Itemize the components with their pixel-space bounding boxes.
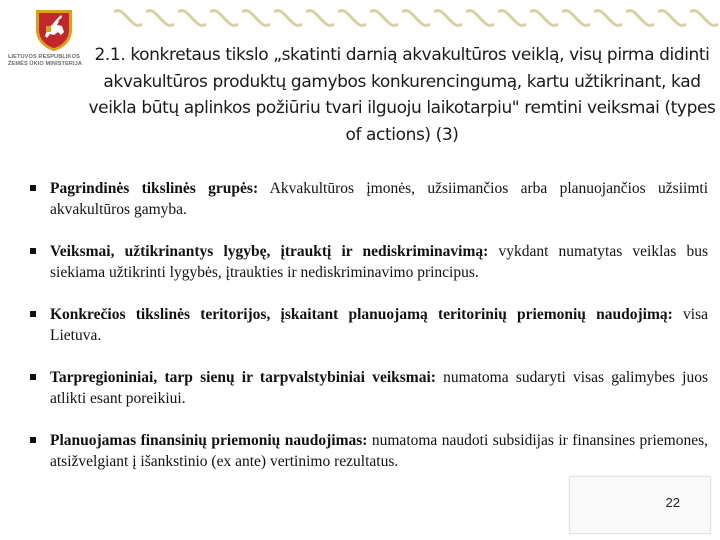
bullet-target-territories xyxy=(30,304,708,346)
bullet-marker xyxy=(30,248,36,254)
bullet-financial-instruments xyxy=(30,430,708,472)
bullet-marker xyxy=(30,437,36,443)
border-swirl xyxy=(594,11,622,26)
border-swirl xyxy=(114,11,142,26)
bullet-text: Akvakultūros įmonės, užsiimančios arba planuojančios užsiimti akvakultūros gamyba. xyxy=(50,180,708,218)
bullet-target-groups xyxy=(30,178,708,220)
border-swirl xyxy=(338,11,366,26)
bullet-label: Tarpregioniniai, tarp sienų ir tarpvalstybiniai veiksmai: xyxy=(50,369,436,386)
bullet-text: vykdant numatytas veiklas bus siekiama užtikrinti lygybės, įtraukties ir nediskriminavimo principus. xyxy=(50,243,708,281)
bullet-label: Veiksmai, užtikrinantys lygybę, įtrauktį ir nediskriminavimą: xyxy=(50,243,489,260)
border-swirl xyxy=(242,11,270,26)
decorative-border xyxy=(108,2,720,42)
bullet-label: Planuojamas finansinių priemonių naudojimas: xyxy=(50,432,368,449)
border-swirl xyxy=(690,11,718,26)
bullet-text: numatoma naudoti subsidijas ir finansines priemones, atsižvelgiant į išankstinio (ex ante) vertinimo rezultatus. xyxy=(50,432,708,470)
border-swirl xyxy=(178,11,206,26)
page-number: 22 xyxy=(665,495,680,510)
border-swirl xyxy=(562,11,590,26)
border-swirl xyxy=(498,11,526,26)
bullet-label: Konkrečios tikslinės teritorijos, įskaitant planuojamą teritorinių priemonių naudojimą: xyxy=(50,306,673,323)
bullet-equality-actions xyxy=(30,241,708,283)
border-swirl xyxy=(658,11,686,26)
bullet-text: numatoma sudaryti visas galimybes juos atlikti esant poreikiui. xyxy=(50,369,708,407)
border-swirl xyxy=(210,11,238,26)
border-swirl xyxy=(370,11,398,26)
border-swirl xyxy=(306,11,334,26)
bullet-marker xyxy=(30,311,36,317)
border-swirl xyxy=(434,11,462,26)
coat-of-arms-icon xyxy=(34,8,74,52)
border-swirl xyxy=(146,11,174,26)
border-swirl xyxy=(274,11,302,26)
bullet-list xyxy=(30,178,708,493)
page-number-box xyxy=(569,476,711,534)
bullet-label: Pagrindinės tikslinės grupės: xyxy=(50,180,259,197)
bullet-marker xyxy=(30,185,36,191)
border-swirl xyxy=(466,11,494,26)
logo-line-1: LIETUVOS RESPUBLIKOS xyxy=(8,54,80,60)
border-swirl xyxy=(530,11,558,26)
bullet-marker xyxy=(30,374,36,380)
bullet-text: visa Lietuva. xyxy=(50,306,708,344)
logo-line-2: ŽEMĖS ŪKIO MINISTERIJA xyxy=(8,61,82,67)
border-swirl xyxy=(402,11,430,26)
bullet-interregional-actions xyxy=(30,367,708,409)
slide-title: 2.1. konkretaus tikslo „skatinti darnią akvakultūros veiklą, visų pirma didinti akvakultūros produktų gamybos konkurencingumą, kartu užtikrinant, kad veikla būtų aplinkos požiūriu tvari ilguoju laikotarpiu" remtini veiksmai (types of actions) (3) xyxy=(88,45,716,145)
border-swirl xyxy=(626,11,654,26)
